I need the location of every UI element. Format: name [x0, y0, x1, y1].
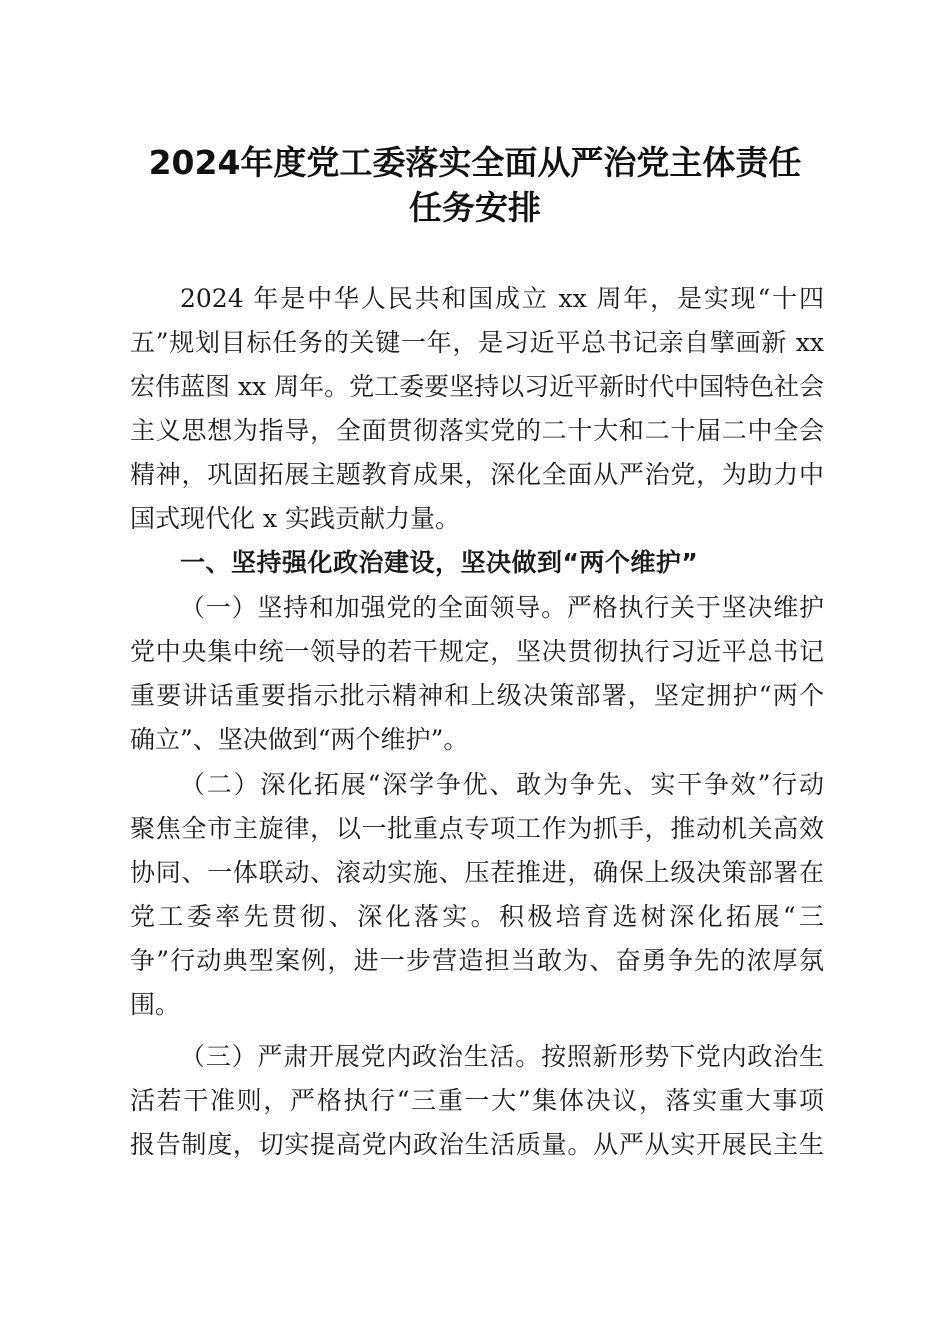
item-2-line: 党工委率先贯彻、深化落实。积极培育选树深化拓展“三 — [130, 902, 824, 931]
item-3-line: 报告制度，切实提高党内政治生活质量。从严从实开展民主生 — [130, 1130, 824, 1159]
section-heading: 一、坚持强化政治建设，坚决做到“两个维护” — [180, 548, 699, 577]
document-title-line-1: 2024年度党工委落实全面从严治党主体责任 — [148, 143, 802, 182]
intro-line: 国式现代化 x 实践贡献力量。 — [130, 504, 460, 533]
item-2-line: （二）深化拓展“深学争优、敢为争先、实干争效”行动 — [180, 770, 824, 799]
item-2-line: 争”行动典型案例，进一步营造担当敢为、奋勇争先的浓厚氛 — [130, 946, 824, 975]
item-3-line: 活若干准则，严格执行“三重一大”集体决议，落实重大事项 — [130, 1086, 824, 1115]
item-1-line: （一）坚持和加强党的全面领导。严格执行关于坚决维护 — [180, 593, 824, 622]
item-1-line: 确立”、坚决做到“两个维护”。 — [130, 725, 469, 754]
intro-line: 五”规划目标任务的关键一年，是习近平总书记亲自擘画新 xx — [130, 328, 824, 357]
item-1-line: 党中央集中统一领导的若干规定，坚决贯彻执行习近平总书记 — [130, 637, 824, 666]
item-3-line: （三）严肃开展党内政治生活。按照新形势下党内政治生 — [180, 1042, 824, 1071]
item-2-line: 协同、一体联动、滚动实施、压茬推进，确保上级决策部署在 — [130, 858, 824, 887]
intro-line: 主义思想为指导，全面贯彻落实党的二十大和二十届二中全会 — [130, 416, 824, 445]
intro-line: 2024 年是中华人民共和国成立 xx 周年，是实现“十四 — [180, 284, 824, 313]
item-2-line: 聚焦全市主旋律，以一批重点专项工作为抓手，推动机关高效 — [130, 814, 824, 843]
document-title-line-2: 任务安排 — [409, 188, 541, 227]
item-2-line: 围。 — [130, 990, 181, 1019]
item-1-line: 重要讲话重要指示批示精神和上级决策部署，坚定拥护“两个 — [130, 681, 824, 710]
intro-line: 精神，巩固拓展主题教育成果，深化全面从严治党，为助力中 — [130, 460, 824, 489]
intro-line: 宏伟蓝图 xx 周年。党工委要坚持以习近平新时代中国特色社会 — [130, 372, 824, 401]
